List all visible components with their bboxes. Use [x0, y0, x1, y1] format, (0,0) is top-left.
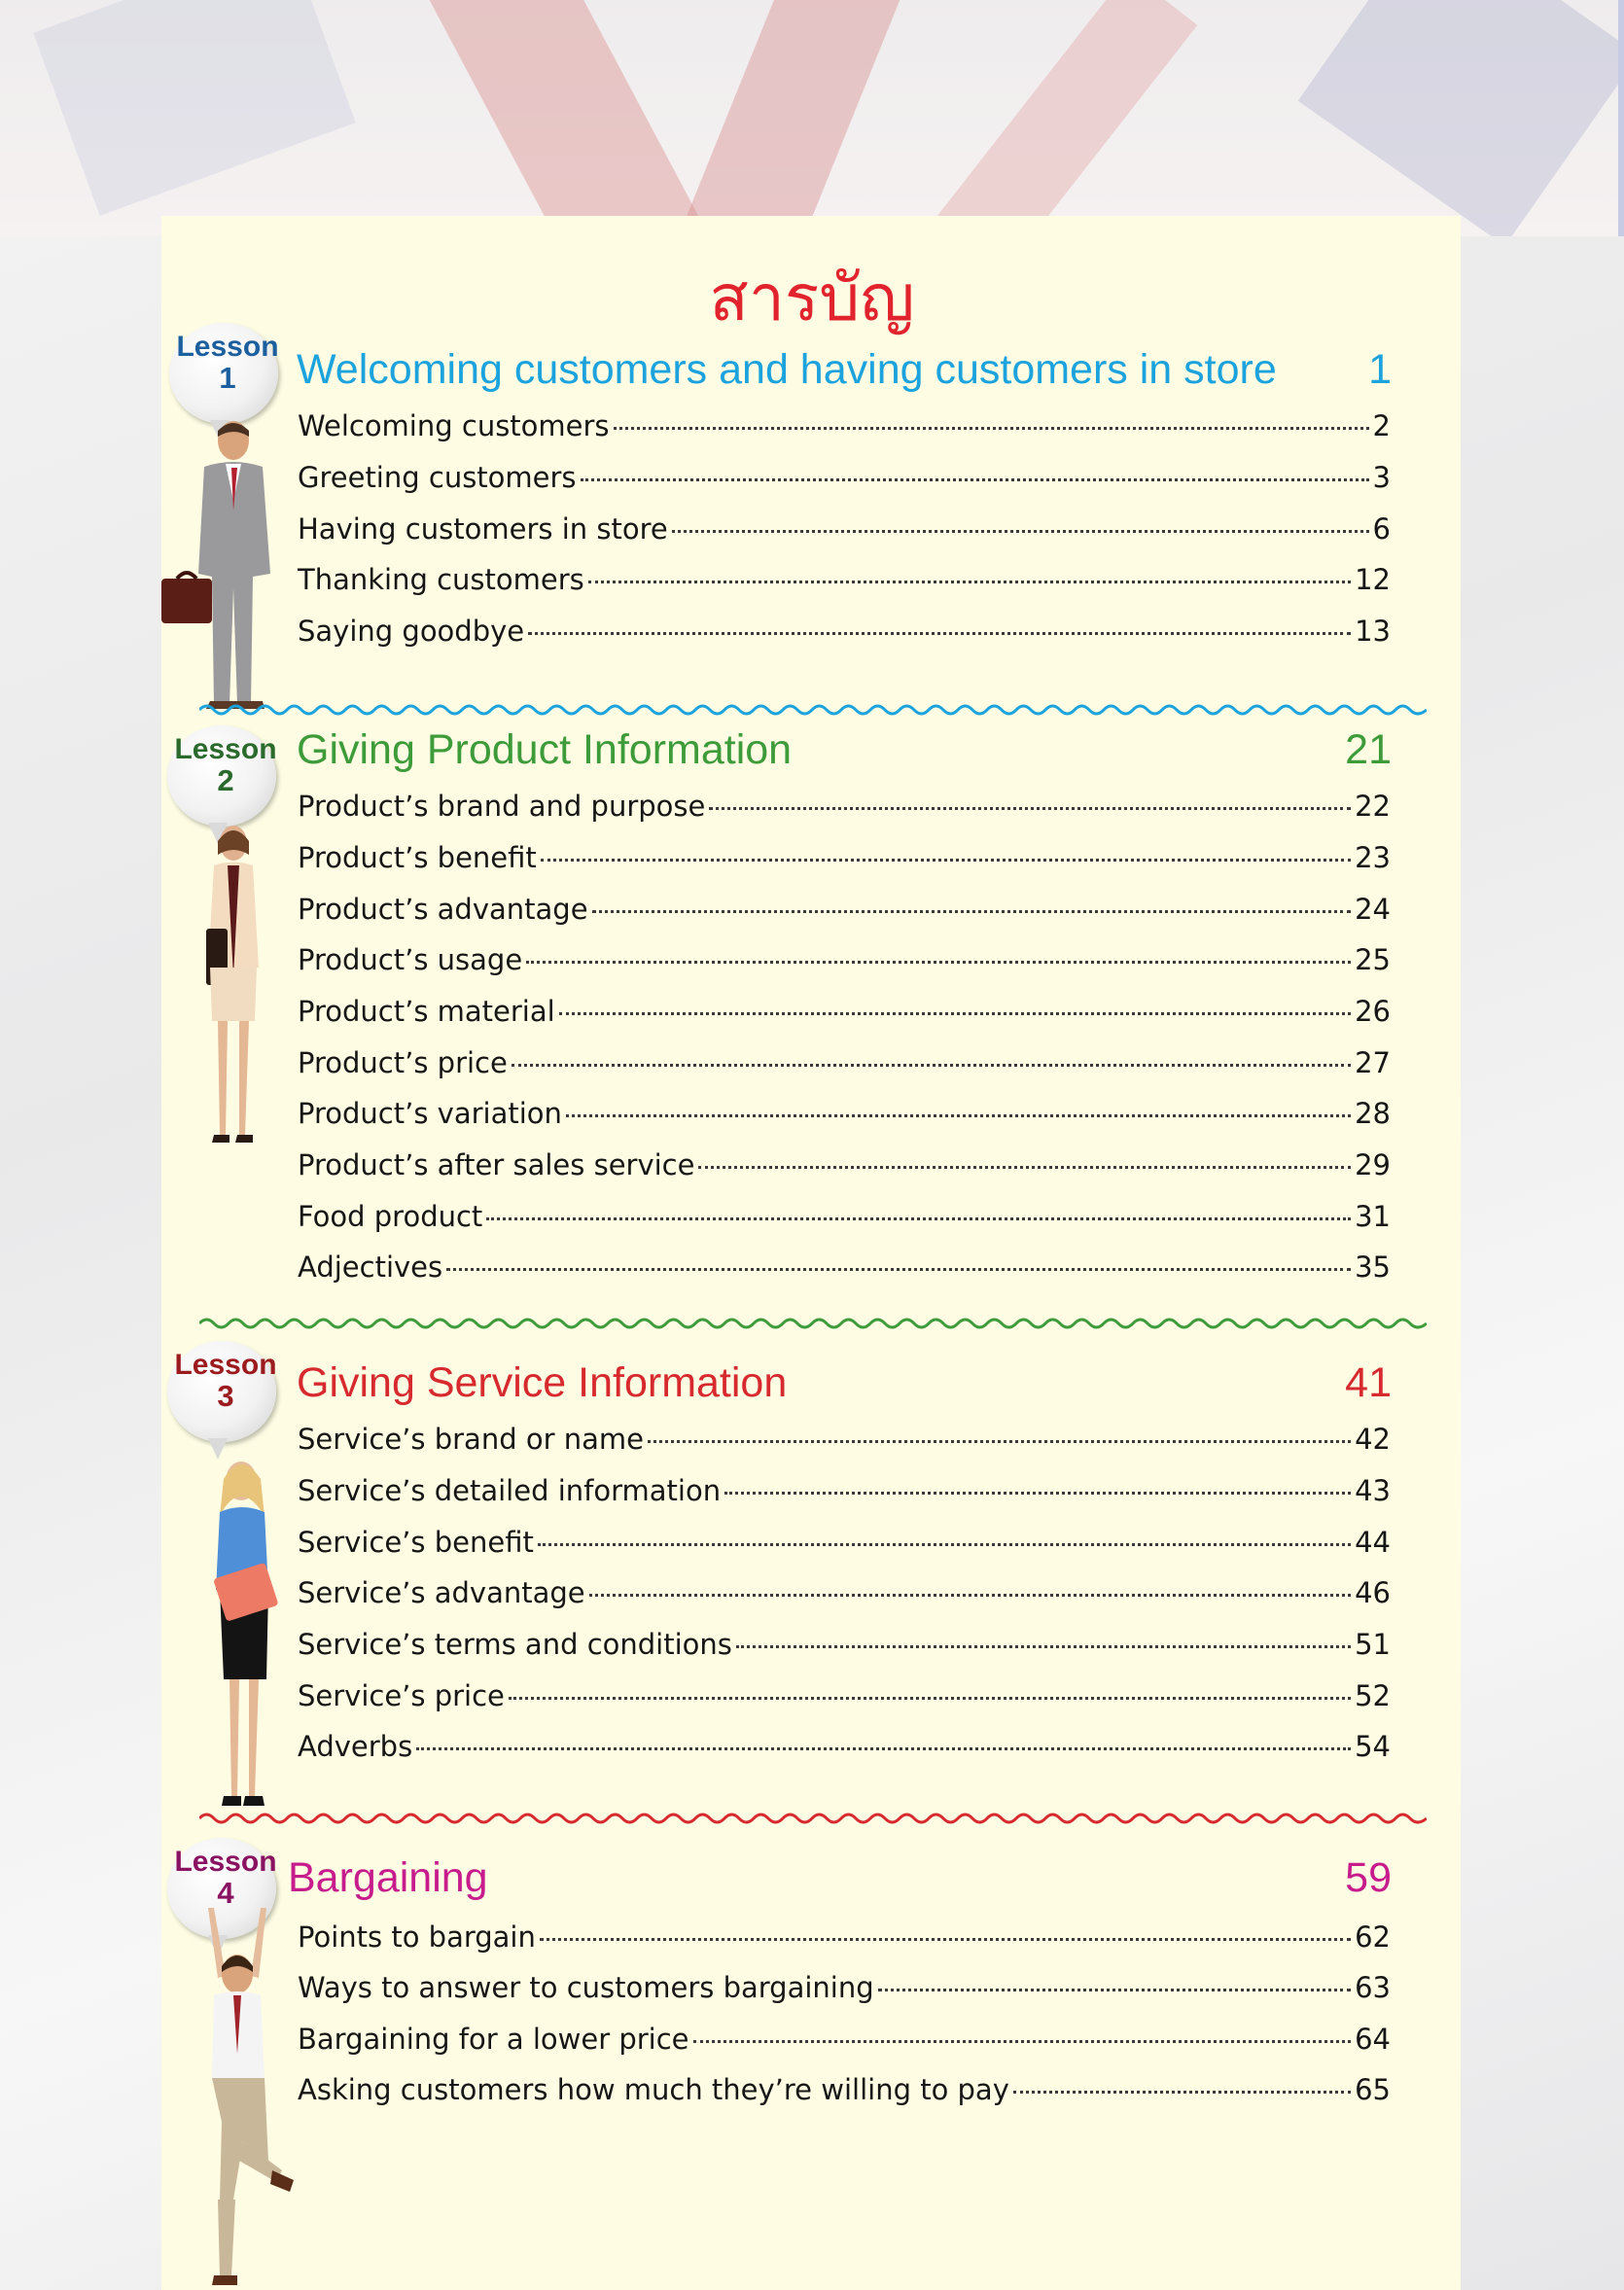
toc-entry-label: Saying goodbye: [298, 615, 525, 648]
dot-leader: [1013, 2091, 1351, 2094]
toc-entry-label: Service’s detailed information: [298, 1474, 722, 1507]
lesson-3-heading[interactable]: [297, 1354, 1392, 1412]
toc-entry-page: 63: [1355, 1971, 1391, 2004]
lesson-3-badge-word: Lesson: [174, 1349, 277, 1381]
toc-entry-label: Product’s material: [298, 995, 555, 1028]
toc-entry[interactable]: [298, 1419, 1391, 1460]
toc-entry-page: 43: [1355, 1474, 1391, 1507]
toc-entry[interactable]: [298, 405, 1391, 446]
toc-entry[interactable]: [298, 1675, 1391, 1716]
lesson-3-badge-number: 3: [217, 1379, 234, 1413]
man-holding-sign-figure: [175, 1908, 311, 2287]
woman-with-folder-figure: [194, 1454, 292, 1814]
toc-entry-label: Points to bargain: [298, 1920, 536, 1954]
dot-leader: [446, 1268, 1351, 1271]
toc-entry-page: 27: [1355, 1046, 1391, 1079]
toc-entry-page: 3: [1372, 461, 1391, 494]
lesson-2-title: Giving Product Information: [297, 726, 793, 773]
toc-entry-page: 22: [1355, 790, 1391, 823]
toc-entry-label: Greeting customers: [298, 461, 577, 494]
toc-entry[interactable]: [298, 509, 1391, 549]
toc-entry-label: Service’s price: [298, 1679, 505, 1712]
lesson-4-badge-word: Lesson: [174, 1846, 277, 1878]
toc-entry-label: Service’s terms and conditions: [298, 1628, 732, 1661]
toc-entry-page: 29: [1355, 1148, 1391, 1181]
toc-entry-page: 28: [1355, 1097, 1391, 1130]
lesson-3-badge: [167, 1341, 276, 1442]
toc-entry[interactable]: [298, 786, 1391, 827]
toc-entry[interactable]: [298, 2019, 1391, 2060]
lesson-4-title: Bargaining: [288, 1854, 488, 1901]
dot-leader: [566, 1114, 1351, 1117]
dot-leader: [698, 1166, 1351, 1169]
toc-entry[interactable]: [298, 611, 1391, 652]
section-divider: [199, 1314, 1427, 1333]
toc-entry[interactable]: [298, 837, 1391, 878]
toc-entry-page: 25: [1355, 943, 1391, 976]
toc-entry[interactable]: [298, 559, 1391, 600]
toc-entry[interactable]: [298, 1726, 1391, 1767]
banner-edge: [1618, 0, 1624, 236]
dot-leader: [709, 807, 1351, 810]
lesson-1-title: Welcoming customers and having customers in store: [297, 346, 1277, 393]
toc-entry-label: Food product: [298, 1200, 483, 1233]
toc-entry-label: Product’s usage: [298, 943, 523, 976]
toc-entry-page: 31: [1355, 1200, 1391, 1233]
dot-leader: [736, 1645, 1351, 1648]
toc-entry-page: 13: [1355, 615, 1391, 648]
lesson-2-badge-word: Lesson: [174, 733, 277, 765]
dot-leader: [648, 1440, 1351, 1443]
toc-entry-label: Welcoming customers: [298, 409, 610, 442]
toc-entry-label: Thanking customers: [298, 563, 584, 596]
businessman-figure: [156, 413, 292, 710]
toc-entry-page: 64: [1355, 2023, 1391, 2056]
toc-entry-label: Product’s brand and purpose: [298, 790, 706, 823]
toc-entry[interactable]: [298, 1247, 1391, 1287]
lesson-2-badge-number: 2: [217, 763, 234, 797]
dot-leader: [693, 2040, 1352, 2043]
toc-entry-page: 62: [1355, 1920, 1391, 1954]
toc-entry-page: 35: [1355, 1251, 1391, 1284]
toc-entry[interactable]: [298, 991, 1391, 1032]
toc-entry[interactable]: [298, 1093, 1391, 1134]
toc-entry-page: 2: [1372, 409, 1391, 442]
lesson-3-page: 41: [1345, 1359, 1392, 1406]
toc-entry[interactable]: [298, 939, 1391, 980]
toc-entry-page: 12: [1355, 563, 1391, 596]
toc-entry-page: 46: [1355, 1576, 1391, 1609]
toc-entry-page: 23: [1355, 841, 1391, 874]
toc-entry-label: Adverbs: [298, 1730, 413, 1763]
lesson-1-heading[interactable]: [297, 340, 1392, 399]
toc-entry-page: 44: [1355, 1526, 1391, 1559]
toc-entry[interactable]: [298, 1967, 1391, 2008]
businesswoman-figure: [185, 822, 282, 1147]
section-divider: [199, 700, 1427, 720]
toc-entry[interactable]: [298, 1145, 1391, 1185]
toc-entry[interactable]: [298, 1042, 1391, 1083]
toc-entry-label: Service’s advantage: [298, 1576, 585, 1609]
toc-entry-label: Ways to answer to customers bargaining: [298, 1971, 874, 2004]
lesson-4-badge-number: 4: [217, 1876, 234, 1910]
lesson-4-page: 59: [1345, 1854, 1392, 1901]
toc-entry-label: Asking customers how much they’re willing to pay: [298, 2073, 1009, 2106]
dot-leader: [541, 859, 1351, 862]
page-title: สารบัญ: [709, 261, 915, 335]
toc-entry-label: Service’s brand or name: [298, 1423, 644, 1456]
toc-entry[interactable]: [298, 1196, 1391, 1237]
toc-entry-label: Adjectives: [298, 1251, 443, 1284]
dot-leader: [538, 1543, 1351, 1546]
dot-leader: [528, 632, 1351, 635]
lesson-1-badge-word: Lesson: [176, 331, 279, 363]
dot-leader: [589, 1594, 1351, 1597]
toc-entry[interactable]: [298, 1522, 1391, 1563]
lesson-1-page: 1: [1368, 346, 1392, 393]
toc-entry[interactable]: [298, 457, 1391, 498]
toc-entry-page: 51: [1355, 1628, 1391, 1661]
dot-leader: [509, 1697, 1351, 1700]
section-divider: [199, 1809, 1427, 1828]
dot-leader: [540, 1938, 1351, 1941]
toc-entry[interactable]: [298, 1470, 1391, 1511]
toc-entry-page: 52: [1355, 1679, 1391, 1712]
lesson-3-title: Giving Service Information: [297, 1359, 788, 1406]
dot-leader: [592, 910, 1352, 913]
dot-leader: [559, 1012, 1351, 1015]
toc-entry-page: 42: [1355, 1423, 1391, 1456]
dot-leader: [581, 478, 1369, 481]
toc-entry-label: Bargaining for a lower price: [298, 2023, 689, 2056]
toc-entry[interactable]: [298, 1917, 1391, 1957]
dot-leader: [614, 427, 1369, 430]
toc-entry-label: Having customers in store: [298, 512, 668, 546]
dot-leader: [588, 581, 1351, 583]
lesson-2-heading[interactable]: [297, 721, 1392, 779]
toc-entry-label: Product’s advantage: [298, 893, 588, 926]
toc-entry-page: 24: [1355, 893, 1391, 926]
dot-leader: [878, 1989, 1351, 1991]
lesson-4-heading[interactable]: [288, 1849, 1392, 1907]
toc-entry-page: 6: [1372, 512, 1391, 546]
lesson-2-page: 21: [1345, 726, 1392, 773]
toc-entry-label: Product’s variation: [298, 1097, 562, 1130]
lesson-1-badge: [169, 323, 278, 424]
toc-entry-label: Service’s benefit: [298, 1526, 534, 1559]
toc-entry[interactable]: [298, 1572, 1391, 1613]
toc-entry-label: Product’s price: [298, 1046, 508, 1079]
toc-entry[interactable]: [298, 889, 1391, 930]
dot-leader: [416, 1747, 1351, 1750]
toc-entry-page: 54: [1355, 1730, 1391, 1763]
dot-leader: [672, 530, 1369, 533]
toc-entry-label: Product’s benefit: [298, 841, 537, 874]
dot-leader: [526, 961, 1351, 964]
dot-leader: [486, 1217, 1351, 1220]
lesson-1-badge-number: 1: [219, 361, 236, 395]
flag-banner: [0, 0, 1624, 236]
toc-entry[interactable]: [298, 1624, 1391, 1665]
dot-leader: [512, 1064, 1351, 1067]
lesson-2-badge: [167, 725, 276, 827]
toc-entry[interactable]: [298, 2069, 1391, 2110]
toc-entry-label: Product’s after sales service: [298, 1148, 695, 1181]
toc-entry-page: 65: [1355, 2073, 1391, 2106]
dot-leader: [724, 1492, 1351, 1495]
toc-entry-page: 26: [1355, 995, 1391, 1028]
